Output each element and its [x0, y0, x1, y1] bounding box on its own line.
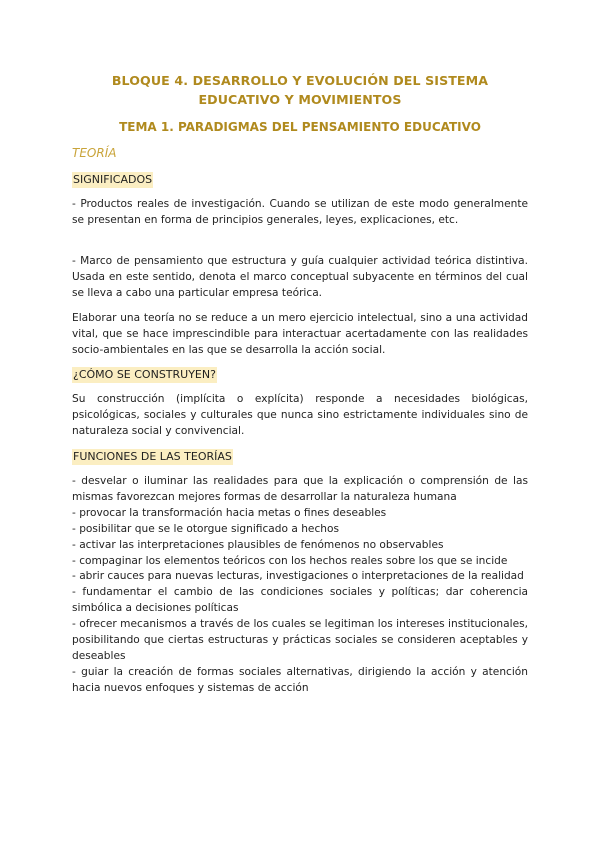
list-item: - desvelar o iluminar las realidades para que la explicación o comprensión de las mismas favorezcan mejores formas de desarrollar la naturaleza humana — [72, 475, 528, 503]
heading-significados: SIGNIFICADOS — [73, 173, 153, 186]
significados-paragraph-3: Elaborar una teoría no se reduce a un mero ejercicio intelectual, sino a una actividad vital, que se hace imprescindible para interactuar acertadamente con las realidades socio-ambientales en las que se desarrolla la acción social. — [72, 312, 528, 356]
list-item: - fundamentar el cambio de las condiciones sociales y políticas; dar coherencia simbólica a decisiones políticas — [72, 586, 528, 615]
list-item: - abrir cauces para nuevas lecturas, investigaciones o interpretaciones de la realidad — [72, 570, 524, 583]
list-item: - compaginar los elementos teóricos con los hechos reales sobre los que se incide — [72, 554, 508, 567]
list-item: - provocar la transformación hacia metas o fines deseables — [72, 506, 387, 519]
list-item: - ofrecer mecanismos a través de los cuales se legitiman los intereses institucionales, posibilitando que ciertas estructuras y prácticas sociales se consideren aceptables y deseables — [72, 618, 528, 662]
construccion-paragraph: Su construcción (implícita o explícita) responde a necesidades biológicas, psicológicas, sociales y culturales que nunca sino estrictamente individuales sino de naturaleza social y convivencial. — [72, 393, 528, 437]
funciones-list — [72, 474, 528, 697]
tema-title: TEMA 1. PARADIGMAS DEL PENSAMIENTO EDUCATIVO — [119, 120, 481, 134]
significados-paragraph-2: - Marco de pensamiento que estructura y guía cualquier actividad teórica distintiva. Usada en este sentido, denota el marco conceptual subyacente en términos del cual se lleva a cabo una particular empresa teórica. — [72, 255, 528, 299]
heading-como-se-construyen: ¿CÓMO SE CONSTRUYEN? — [73, 368, 216, 381]
list-item: - activar las interpretaciones plausibles de fenómenos no observables — [72, 538, 444, 551]
significados-paragraph-1: - Productos reales de investigación. Cuando se utilizan de este modo generalmente se presentan en forma de principios generales, leyes, explicaciones, etc. — [72, 198, 528, 226]
section-label-teoria: TEORÍA — [72, 146, 117, 160]
heading-funciones: FUNCIONES DE LAS TEORÍAS — [73, 450, 232, 463]
list-item: - guiar la creación de formas sociales alternativas, dirigiendo la acción y atención hacia nuevos enfoques y sistemas de acción — [72, 665, 528, 694]
bloque-title: BLOQUE 4. DESARROLLO Y EVOLUCIÓN DEL SISTEMA EDUCATIVO Y MOVIMIENTOS — [111, 73, 489, 107]
list-item: - posibilitar que se le otorgue significado a hechos — [72, 522, 339, 535]
